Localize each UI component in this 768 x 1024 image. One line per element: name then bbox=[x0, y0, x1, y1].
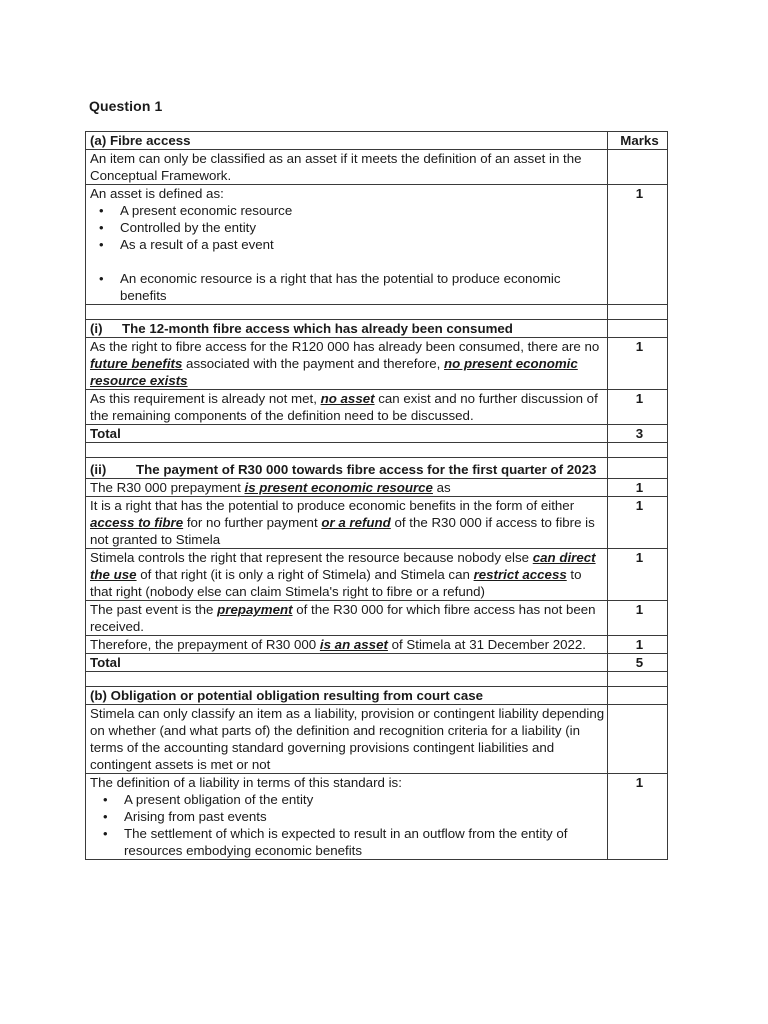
key-term: is present economic resource bbox=[244, 480, 433, 495]
marks-cell: 1 bbox=[608, 497, 668, 549]
bullet-item: • A present economic resource bbox=[120, 202, 607, 219]
definition-lead: An asset is defined as: bbox=[90, 186, 224, 201]
key-term: can direct the use bbox=[90, 550, 596, 582]
part-a-intro: An item can only be classified as an asset if it meets the definition of an asset in the Conceptual Framework. bbox=[86, 150, 608, 185]
sub-ii-label: (ii) bbox=[90, 462, 107, 477]
marks-cell: 1 bbox=[608, 338, 668, 390]
total-label: Total bbox=[86, 425, 608, 443]
marks-cell bbox=[608, 320, 668, 338]
part-b-heading: (b) Obligation or potential obligation resulting from court case bbox=[86, 687, 608, 705]
spacer-row bbox=[86, 672, 668, 687]
sub-ii-row bbox=[86, 601, 668, 636]
part-b-intro-row bbox=[86, 705, 668, 774]
answer-text: Therefore, the prepayment of R30 000 is an asset of Stimela at 31 December 2022. bbox=[86, 636, 608, 654]
key-term: no present economic resource exists bbox=[90, 356, 578, 388]
sub-i-heading-row bbox=[86, 320, 668, 338]
sub-ii-row bbox=[86, 497, 668, 549]
spacer-row bbox=[86, 305, 668, 320]
part-b-definition-row bbox=[86, 774, 668, 860]
bullet-item: • The settlement of which is expected to result in an outflow from the entity of resources embodying economic benefits bbox=[124, 825, 607, 859]
answer-text: The past event is the prepayment of the R30 000 for which fibre access has not been received. bbox=[86, 601, 608, 636]
sub-ii-row bbox=[86, 479, 668, 497]
key-term: restrict access bbox=[473, 567, 567, 582]
part-a-heading-row bbox=[86, 132, 668, 150]
bullet-item: • An economic resource is a right that has the potential to produce economic benefits bbox=[120, 270, 607, 304]
bullet-item: • Controlled by the entity bbox=[120, 219, 607, 236]
key-term: access to fibre bbox=[90, 515, 184, 530]
part-a-definition-row bbox=[86, 185, 668, 305]
marks-cell: 1 bbox=[608, 185, 668, 305]
marks-cell: 1 bbox=[608, 549, 668, 601]
bullet-item: • Arising from past events bbox=[124, 808, 607, 825]
total-marks: 3 bbox=[608, 425, 668, 443]
sub-i-title: The 12-month fibre access which has already been consumed bbox=[122, 321, 513, 336]
key-term: prepayment bbox=[217, 602, 293, 617]
sub-ii-title: The payment of R30 000 towards fibre access for the first quarter of 2023 bbox=[136, 462, 597, 477]
sub-i-total-row bbox=[86, 425, 668, 443]
part-a-definition bbox=[86, 185, 608, 305]
bullet-item: • As a result of a past event bbox=[120, 236, 607, 253]
sub-ii-row bbox=[86, 636, 668, 654]
marks-cell bbox=[608, 687, 668, 705]
part-b-heading-row bbox=[86, 687, 668, 705]
marks-cell: 1 bbox=[608, 636, 668, 654]
marks-cell bbox=[608, 705, 668, 774]
definition-bullets bbox=[90, 791, 607, 859]
part-a-heading: (a) Fibre access bbox=[86, 132, 608, 150]
answer-text: The R30 000 prepayment is present economic resource as bbox=[86, 479, 608, 497]
sub-i-row bbox=[86, 338, 668, 390]
sub-i-heading bbox=[86, 320, 608, 338]
part-a-intro-row bbox=[86, 150, 668, 185]
sub-ii-row bbox=[86, 549, 668, 601]
part-b-intro: Stimela can only classify an item as a liability, provision or contingent liability depending on whether (and what parts of) the definition and recognition criteria for a liability (in terms of the accounting standard governing provisions contingent liabilities and contingent assets is met or not bbox=[86, 705, 608, 774]
key-term: no asset bbox=[320, 391, 375, 406]
sub-ii-total-row bbox=[86, 654, 668, 672]
marks-cell bbox=[608, 458, 668, 479]
answer-text: As the right to fibre access for the R120 000 has already been consumed, there are no future benefits associated with the payment and therefore, no present economic resource exists bbox=[86, 338, 608, 390]
key-term: or a refund bbox=[321, 515, 391, 530]
total-label: Total bbox=[86, 654, 608, 672]
sub-ii-heading bbox=[86, 458, 608, 479]
marks-column-header: Marks bbox=[608, 132, 668, 150]
key-term: future benefits bbox=[90, 356, 183, 371]
key-term: is an asset bbox=[319, 637, 388, 652]
total-marks: 5 bbox=[608, 654, 668, 672]
marks-cell: 1 bbox=[608, 601, 668, 636]
marks-cell: 1 bbox=[608, 774, 668, 860]
part-b-definition bbox=[86, 774, 608, 860]
question-title: Question 1 bbox=[89, 98, 163, 114]
sub-i-row bbox=[86, 390, 668, 425]
definition-bullets bbox=[90, 202, 607, 304]
answer-text: Stimela controls the right that represent the resource because nobody else can direct the use of that right (it is only a right of Stimela) and Stimela can restrict access to that right (nobody else can claim Stimela's right to fibre or a refund) bbox=[86, 549, 608, 601]
spacer-row bbox=[86, 443, 668, 458]
marks-cell: 1 bbox=[608, 390, 668, 425]
marking-memo-table bbox=[85, 131, 668, 860]
answer-text: As this requirement is already not met, no asset can exist and no further discussion of the remaining components of the definition need to be discussed. bbox=[86, 390, 608, 425]
bullet-item: • A present obligation of the entity bbox=[124, 791, 607, 808]
marks-cell bbox=[608, 150, 668, 185]
definition-lead: The definition of a liability in terms of this standard is: bbox=[90, 775, 402, 790]
sub-ii-heading-row bbox=[86, 458, 668, 479]
marks-cell: 1 bbox=[608, 479, 668, 497]
answer-text: It is a right that has the potential to produce economic benefits in the form of either access to fibre for no further payment or a refund of the R30 000 if access to fibre is not granted to Stimela bbox=[86, 497, 608, 549]
sub-i-label: (i) bbox=[90, 321, 103, 336]
